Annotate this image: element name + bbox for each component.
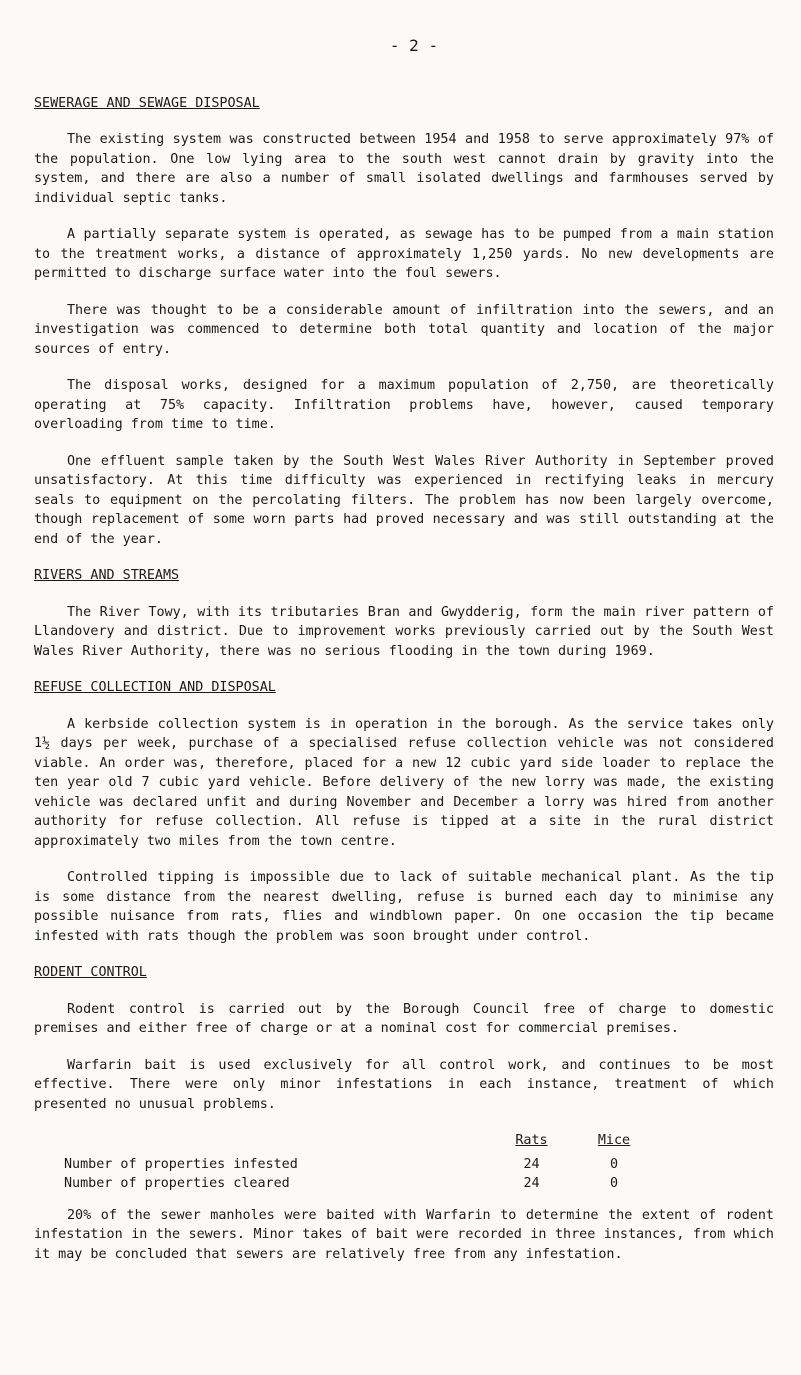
paragraph: A partially separate system is operated, as sewage has to be pumped from a main station to the treatment works, a distance of approximately 1,250 yards. No new developments are permitted to discharge surface water into the foul sewers. — [34, 227, 774, 281]
paragraph: The disposal works, designed for a maximum population of 2,750, are theoretically operating at 75% capacity. Infiltration problems have, however, caused temporary overloading from time to time. — [34, 378, 774, 432]
section-rivers — [34, 566, 774, 661]
rodent-count-table — [64, 1131, 659, 1194]
row-label: Number of properties infested — [64, 1156, 298, 1172]
document-page — [34, 36, 774, 1281]
section-heading: SEWERAGE AND SEWAGE DISPOSAL — [34, 95, 260, 111]
paragraph: One effluent sample taken by the South West Wales River Authority in September proved unsatisfactory. At this time difficulty was experienced in rectifying leaks in mercury seals to equipment on the percolating filters. The problem has now been largely overcome, though replacement of some worn parts had proved necessary and was still outstanding at the end of the year. — [34, 453, 774, 547]
section-heading: RIVERS AND STREAMS — [34, 568, 180, 583]
paragraph: There was thought to be a considerable amount of infiltration into the sewers, and an investigation was commenced to determine both total quantity and location of the major sources of entry. — [34, 302, 774, 357]
section-heading: REFUSE COLLECTION AND DISPOSAL — [34, 680, 276, 695]
mice-value: 0 — [609, 1156, 619, 1172]
mice-value: 0 — [609, 1176, 619, 1191]
paragraph: A kerbside collection system is in operation in the borough. As the service takes only 1½ days per week, purchase of a specialised refuse collection vehicle was not considered viable. An order was, therefore, placed for a new 12 cubic yard side loader to replace the ten year old 7 cubic yard vehicle. Before delivery of the new lorry was made, the existing vehicle was declared unfit and during November and December a lorry was hired from another authority for refuse collection. All refuse is tipped at a site in the rural district approximately two miles from the town centre. — [34, 716, 774, 849]
rats-value: 24 — [523, 1176, 540, 1191]
paragraph: Warfarin bait is used exclusively for all control work, and continues to be most effective. There were only minor infestations in each instance, treatment of which presented no unusual problems. — [34, 1057, 774, 1112]
paragraph: 20% of the sewer manholes were baited with Warfarin to determine the extent of rodent infestation in the sewers. Minor takes of bait were recorded in three instances, from which it may be concluded that sewers are relatively free from any infestation. — [34, 1207, 774, 1262]
paragraph: Rodent control is carried out by the Borough Council free of charge to domestic premises and either free of charge or at a nominal cost for commercial premises. — [34, 1001, 774, 1036]
column-header-mice: Mice — [597, 1133, 631, 1148]
section-rodent-control — [34, 963, 774, 1264]
row-label: Number of properties cleared — [64, 1176, 290, 1191]
paragraph: The existing system was constructed between 1954 and 1958 to serve approximately 97% of the population. One low lying area to the south west cannot drain by gravity into the system, and there are also a number of small isolated dwellings and farmhouses served by individual septic tanks. — [34, 132, 774, 206]
section-refuse — [34, 678, 774, 946]
table-row — [64, 1155, 659, 1175]
table-row — [64, 1174, 659, 1194]
table-header-row — [64, 1131, 659, 1155]
paragraph: The River Towy, with its tributaries Bran and Gwydderig, form the main river pattern of Llandovery and district. Due to improvement works previously carried out by the South West Wales River Authority, there was no serious flooding in the town during 1969. — [34, 604, 774, 659]
column-header-rats: Rats — [515, 1133, 548, 1148]
rats-value: 24 — [523, 1156, 540, 1172]
paragraph: Controlled tipping is impossible due to lack of suitable mechanical plant. As the tip is some distance from the nearest dwelling, refuse is burned each day to minimise any possible nuisance from rats, flies and windblown paper. On one occasion the tip became infested with rats though the problem was soon brought under control. — [34, 870, 774, 944]
page-number: - 2 - — [389, 36, 439, 55]
section-sewerage — [34, 94, 774, 550]
section-heading: RODENT CONTROL — [34, 965, 147, 980]
